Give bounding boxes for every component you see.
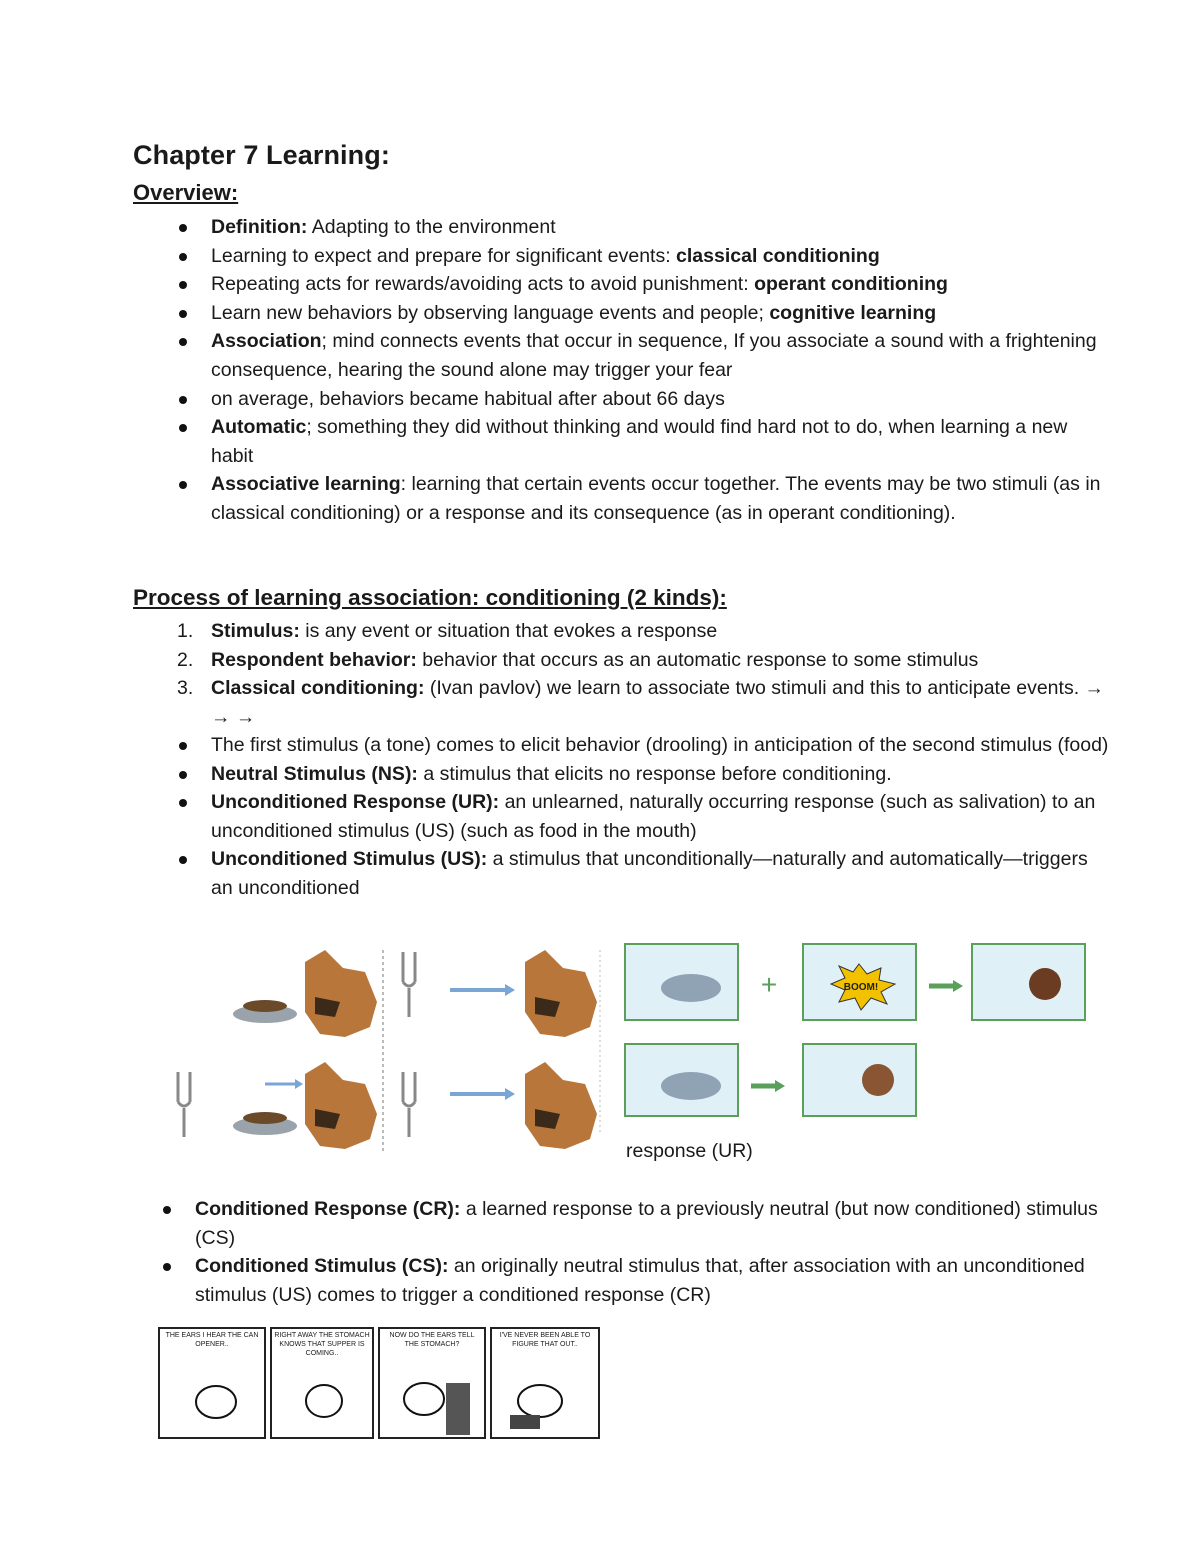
list-item: Association; mind connects events that occur in sequence, If you associate a sound with a frightening consequence, hearing the sound alone may trigger your fear: [133, 327, 1113, 384]
list-item: The first stimulus (a tone) comes to elicit behavior (drooling) in anticipation of the second stimulus (food): [133, 731, 1113, 760]
pavlov-dog-figure: [165, 942, 610, 1164]
list-item: 2. Respondent behavior: behavior that occurs as an automatic response to some stimulus: [177, 648, 979, 671]
list-item: Learn new behaviors by observing language events and people; cognitive learning: [133, 299, 1113, 328]
frightened-face-icon: [862, 1064, 894, 1096]
snoopy-comic-figure: [158, 1327, 613, 1439]
list-item: Neutral Stimulus (NS): a stimulus that elicits no response before conditioning.: [133, 760, 1113, 789]
response-tail-text: response (UR): [626, 1140, 753, 1162]
list-item: 1. Stimulus: is any event or situation that evokes a response: [177, 620, 718, 642]
comic-caption: I'VE NEVER BEEN ABLE TO FIGURE THAT OUT..: [499, 1332, 591, 1348]
overview-heading: Overview:: [133, 180, 239, 205]
cloud-icon: [661, 1072, 721, 1100]
can-opener-icon: [446, 1383, 470, 1435]
comic-caption: RIGHT AWAY THE STOMACH KNOWS THAT SUPPER IS COMING..: [274, 1332, 370, 1357]
process-numbered-list: [133, 617, 1113, 731]
plus-icon: +: [760, 969, 778, 1000]
lightning-boom-figure: [623, 940, 1103, 1118]
list-item: Unconditioned Response (UR): an unlearned, naturally occurring response (such as salivation) to an unconditioned stimulus (US) (such as food in the mouth): [133, 788, 1113, 845]
conditioned-list: [117, 1195, 1117, 1309]
overview-list: [133, 213, 1113, 528]
comic-caption: NOW DO THE EARS TELL THE STOMACH?: [389, 1332, 475, 1348]
page-title: Chapter 7 Learning:: [133, 140, 390, 170]
list-item: Associative learning: learning that certain events occur together. The events may be two stimuli (as in classical conditioning) or a response and its consequence (as in operant conditioning).: [133, 470, 1113, 527]
list-item: 3. Classical conditioning: (Ivan pavlov) we learn to associate two stimuli and this to anticipate events. → → →: [177, 677, 1105, 728]
process-bullet-list: [133, 731, 1113, 903]
list-item: Conditioned Response (CR): a learned response to a previously neutral (but now conditioned) stimulus (CS): [117, 1195, 1117, 1252]
list-item: Automatic; something they did without thinking and would find hard not to do, when learning a new habit: [133, 413, 1113, 470]
cloud-icon: [661, 974, 721, 1002]
food-dish-icon: [510, 1415, 540, 1429]
list-item: Unconditioned Stimulus (US): a stimulus that unconditionally—naturally and automatically—triggers an unconditioned: [133, 845, 1113, 902]
list-item: Learning to expect and prepare for significant events: classical conditioning: [133, 242, 1113, 271]
list-item: Definition: Adapting to the environment: [133, 213, 1113, 242]
process-heading: Process of learning association: conditioning (2 kinds):: [133, 585, 727, 610]
list-item: Repeating acts for rewards/avoiding acts to avoid punishment: operant conditioning: [133, 270, 1113, 299]
frightened-face-icon: [1029, 968, 1061, 1000]
list-item: on average, behaviors became habitual after about 66 days: [133, 385, 1113, 414]
list-item: Conditioned Stimulus (CS): an originally neutral stimulus that, after association with an unconditioned stimulus (US) comes to trigger a conditioned response (CR): [117, 1252, 1117, 1309]
comic-caption: THE EARS I HEAR THE CAN OPENER..: [165, 1332, 259, 1348]
boom-label: BOOM!: [843, 982, 879, 993]
